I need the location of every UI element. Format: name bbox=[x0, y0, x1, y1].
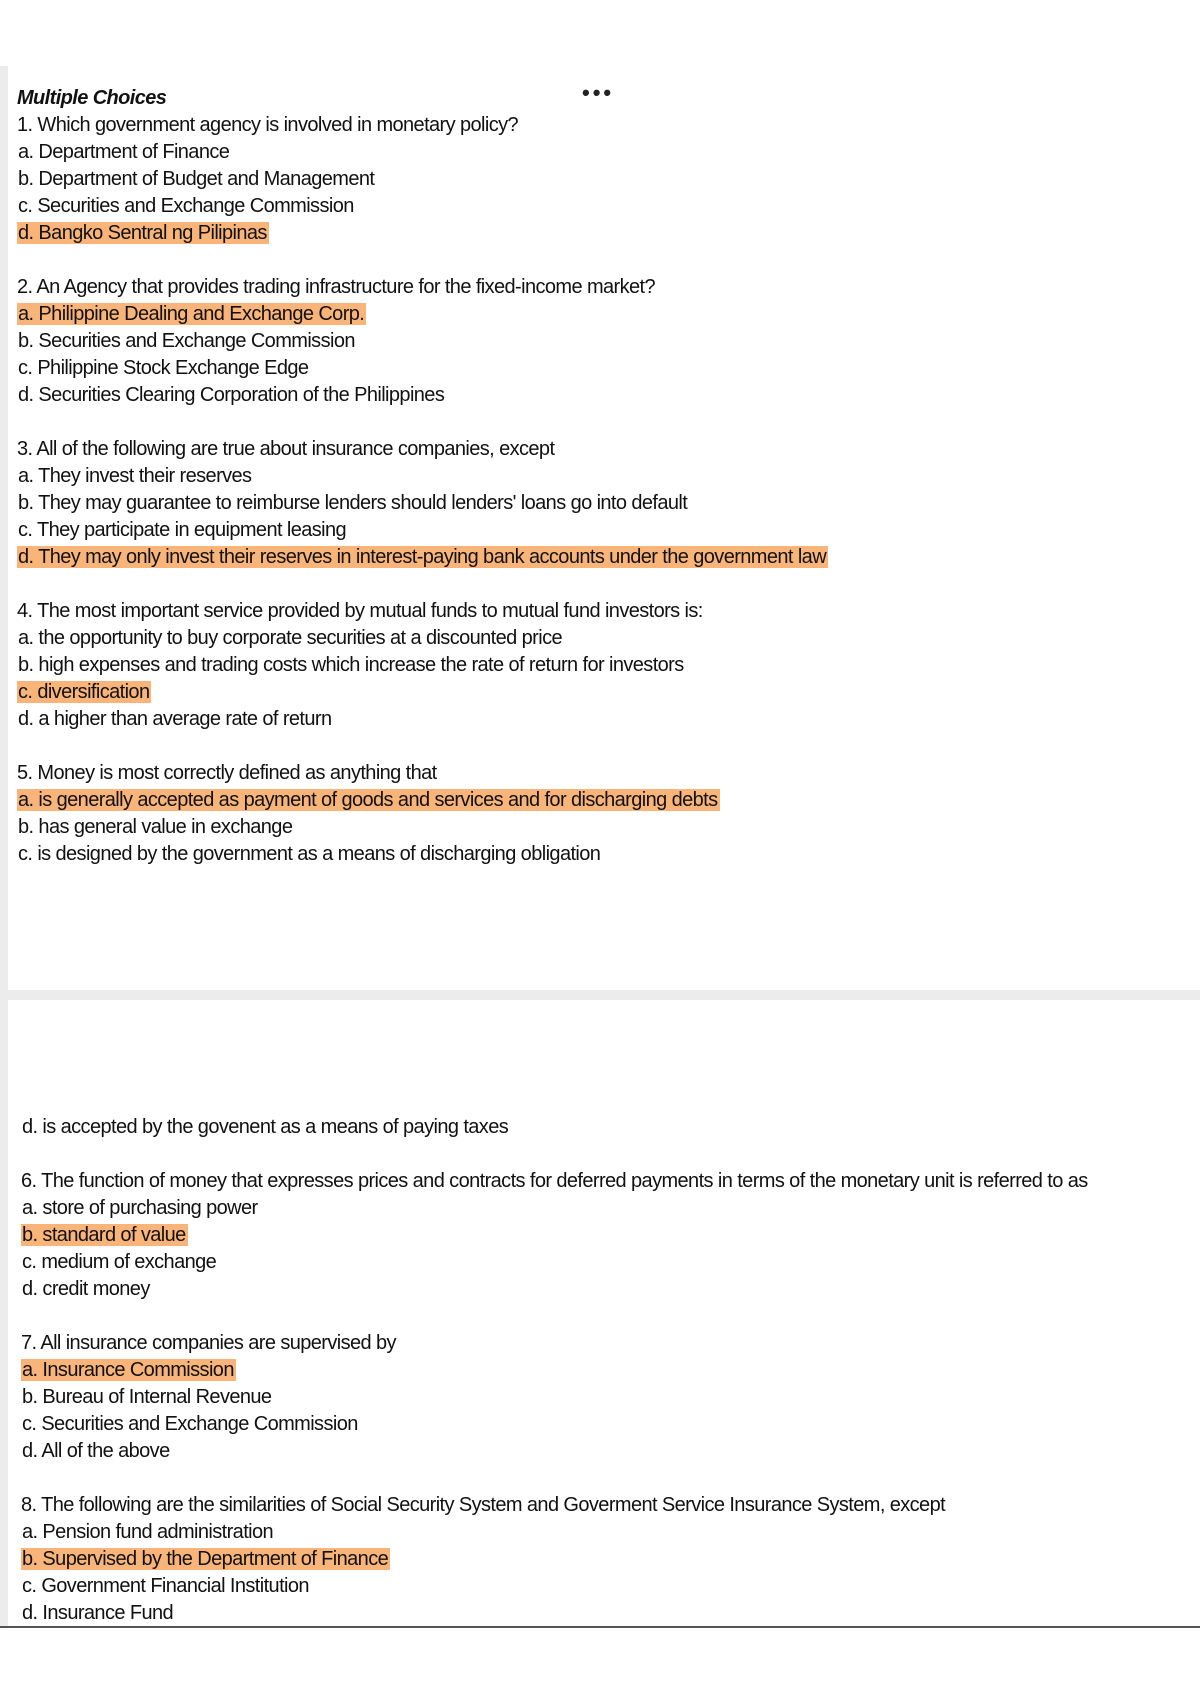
highlighted-answer: d. They may only invest their reserves in interest-paying bank accounts under the government law bbox=[18, 546, 827, 568]
answer-option bbox=[21, 1573, 1088, 1600]
highlighted-answer: a. is generally accepted as payment of goods and services and for discharging debts bbox=[18, 789, 718, 811]
option-text: c. They participate in equipment leasing bbox=[18, 519, 347, 541]
answer-option bbox=[17, 139, 828, 166]
option-text: d. Insurance Fund bbox=[22, 1602, 174, 1624]
question-text: 2. An Agency that provides trading infrastructure for the fixed-income market? bbox=[17, 276, 655, 298]
highlighted-answer: a. Insurance Commission bbox=[22, 1359, 234, 1381]
answer-option bbox=[17, 517, 828, 544]
answer-option bbox=[21, 1411, 1088, 1438]
question-text: 5. Money is most correctly defined as anything that bbox=[17, 762, 437, 784]
answer-option bbox=[17, 301, 828, 328]
highlighted-answer: b. standard of value bbox=[22, 1224, 186, 1246]
page-separator bbox=[0, 990, 1200, 1000]
answer-option bbox=[17, 814, 828, 841]
answer-option bbox=[17, 841, 828, 868]
page-edge bbox=[0, 66, 8, 990]
question-text: 3. All of the following are true about insurance companies, except bbox=[17, 438, 555, 460]
page-edge bbox=[0, 1000, 8, 1626]
answer-option bbox=[21, 1546, 1088, 1573]
option-text: c. Securities and Exchange Commission bbox=[18, 195, 354, 217]
answer-option bbox=[17, 625, 828, 652]
option-text: b. high expenses and trading costs which increase the rate of return for investors bbox=[18, 654, 684, 676]
answer-option bbox=[17, 382, 828, 409]
question-text: 8. The following are the similarities of Social Security System and Goverment Service Insurance System, except bbox=[21, 1494, 946, 1516]
spacer bbox=[21, 1141, 1088, 1168]
question-text: 1. Which government agency is involved in monetary policy? bbox=[17, 114, 519, 136]
option-text: d. All of the above bbox=[22, 1440, 170, 1462]
answer-option bbox=[17, 220, 828, 247]
answer-option bbox=[21, 1195, 1088, 1222]
highlighted-answer: c. diversification bbox=[18, 681, 150, 703]
option-text: a. Department of Finance bbox=[18, 141, 230, 163]
spacer bbox=[17, 733, 828, 760]
option-text: c. Securities and Exchange Commission bbox=[22, 1413, 358, 1435]
option-text: a. the opportunity to buy corporate securities at a discounted price bbox=[18, 627, 562, 649]
option-text: c. Philippine Stock Exchange Edge bbox=[18, 357, 309, 379]
page-1-content bbox=[17, 85, 828, 868]
question-text: 7. All insurance companies are supervised by bbox=[21, 1332, 396, 1354]
answer-option bbox=[21, 1114, 1088, 1141]
answer-option bbox=[21, 1384, 1088, 1411]
option-text: c. Government Financial Institution bbox=[22, 1575, 309, 1597]
answer-option bbox=[17, 328, 828, 355]
option-text: d. credit money bbox=[22, 1278, 150, 1300]
option-text: d. a higher than average rate of return bbox=[18, 708, 332, 730]
option-text: d. is accepted by the govenent as a means of paying taxes bbox=[22, 1116, 509, 1138]
question-text: 4. The most important service provided by mutual funds to mutual fund investors is: bbox=[17, 600, 703, 622]
spacer bbox=[21, 1465, 1088, 1492]
highlighted-answer: a. Philippine Dealing and Exchange Corp. bbox=[18, 303, 365, 325]
highlighted-answer: d. Bangko Sentral ng Pilipinas bbox=[18, 222, 267, 244]
answer-option bbox=[21, 1222, 1088, 1249]
answer-option bbox=[17, 193, 828, 220]
answer-option bbox=[21, 1276, 1088, 1303]
highlighted-answer: b. Supervised by the Department of Finance bbox=[22, 1548, 389, 1570]
option-text: b. has general value in exchange bbox=[18, 816, 293, 838]
spacer bbox=[21, 1303, 1088, 1330]
option-text: b. They may guarantee to reimburse lenders should lenders' loans go into default bbox=[18, 492, 688, 514]
more-horizontal-icon[interactable]: ••• bbox=[582, 80, 615, 105]
option-text: a. They invest their reserves bbox=[18, 465, 252, 487]
answer-option bbox=[21, 1357, 1088, 1384]
answer-option bbox=[17, 679, 828, 706]
option-text: b. Department of Budget and Management bbox=[18, 168, 375, 190]
answer-option bbox=[21, 1438, 1088, 1465]
option-text: b. Bureau of Internal Revenue bbox=[22, 1386, 272, 1408]
answer-option bbox=[17, 706, 828, 733]
answer-option bbox=[17, 490, 828, 517]
option-text: a. Pension fund administration bbox=[22, 1521, 274, 1543]
answer-option bbox=[21, 1519, 1088, 1546]
answer-option bbox=[17, 787, 828, 814]
answer-option bbox=[17, 166, 828, 193]
spacer bbox=[17, 247, 828, 274]
question-text: 6. The function of money that expresses prices and contracts for deferred payments in terms of the monetary unit is referred to as bbox=[21, 1170, 1088, 1192]
answer-option bbox=[17, 463, 828, 490]
option-text: c. is designed by the government as a means of discharging obligation bbox=[18, 843, 601, 865]
section-heading: Multiple Choices bbox=[17, 87, 167, 109]
spacer bbox=[17, 571, 828, 598]
answer-option bbox=[17, 544, 828, 571]
option-text: d. Securities Clearing Corporation of the Philippines bbox=[18, 384, 445, 406]
answer-option bbox=[17, 652, 828, 679]
answer-option bbox=[21, 1249, 1088, 1276]
option-text: b. Securities and Exchange Commission bbox=[18, 330, 355, 352]
answer-option bbox=[17, 355, 828, 382]
option-text: c. medium of exchange bbox=[22, 1251, 217, 1273]
answer-option bbox=[21, 1600, 1088, 1627]
page-2-content bbox=[21, 1114, 1088, 1627]
spacer bbox=[17, 409, 828, 436]
option-text: a. store of purchasing power bbox=[22, 1197, 258, 1219]
